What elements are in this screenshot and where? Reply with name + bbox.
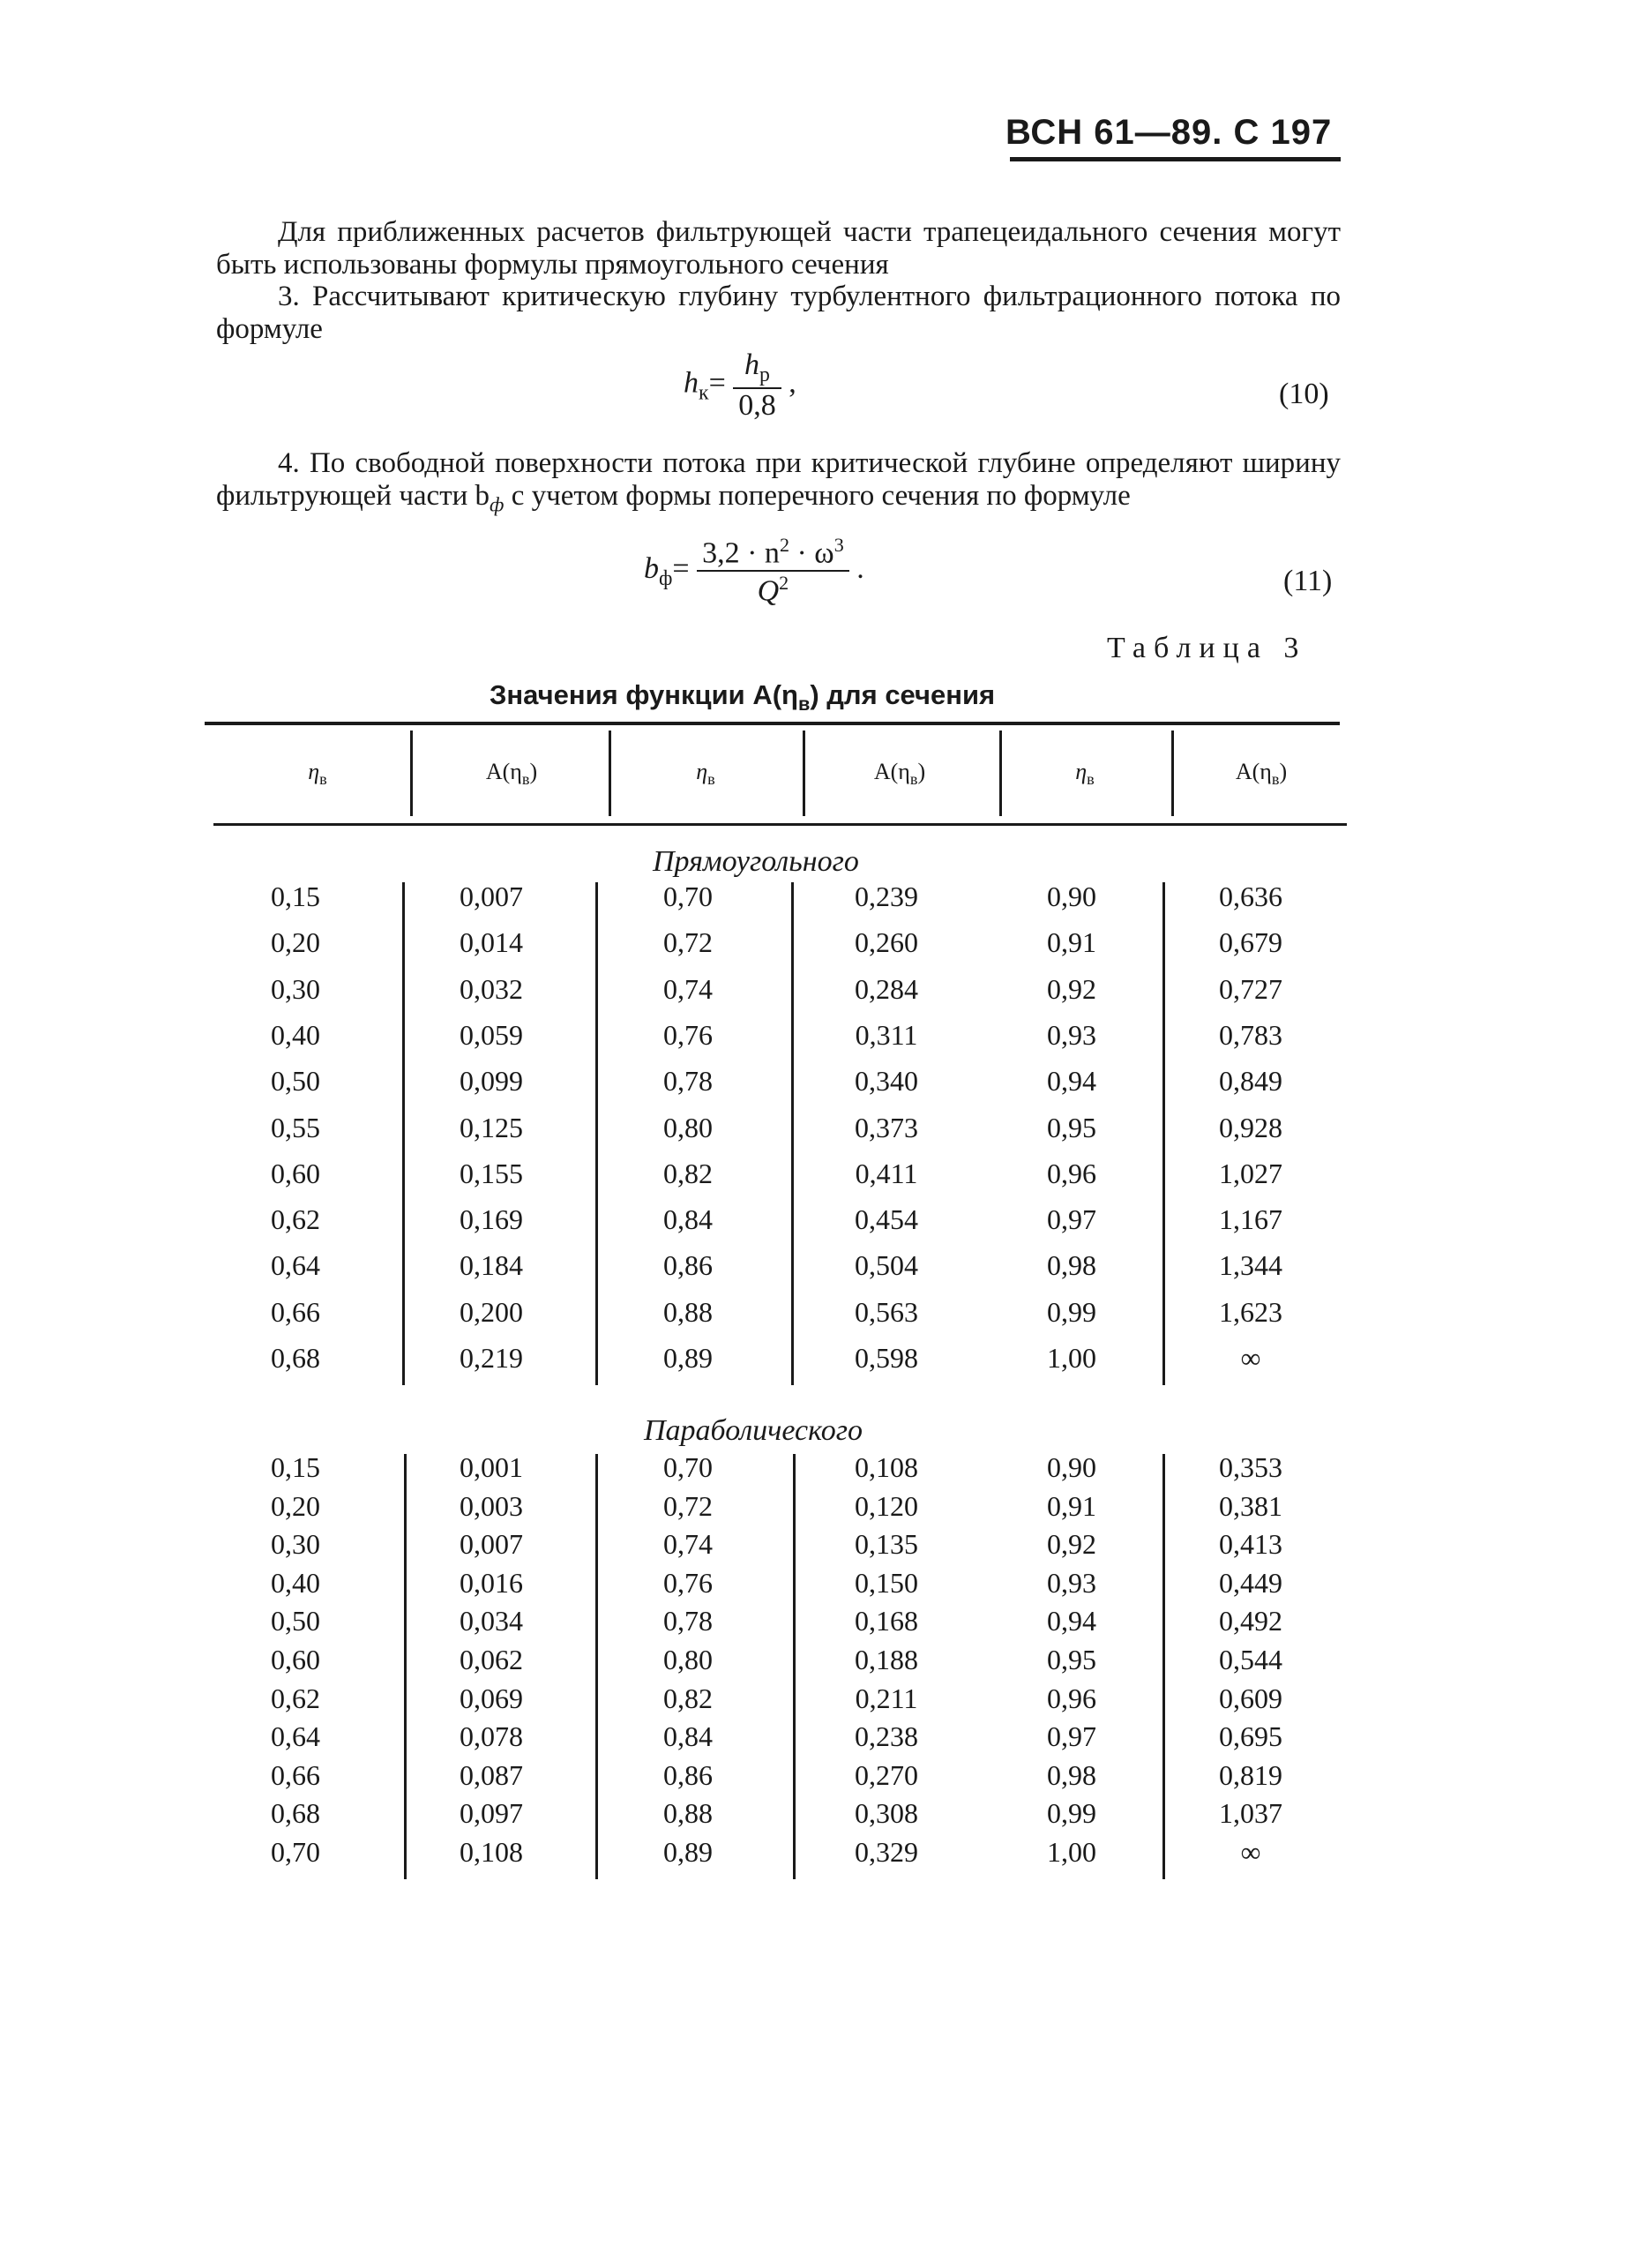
cell-eta: 0,76 — [663, 1018, 713, 1051]
cell-eta: 0,55 — [271, 1111, 320, 1143]
cell-eta: 0,66 — [271, 1295, 320, 1328]
formula-10-num-sub: р — [759, 363, 770, 386]
formula-10-eq: = — [708, 366, 726, 400]
cell-eta: 0,66 — [271, 1758, 320, 1791]
cell-a-value: 0,636 — [1219, 880, 1282, 912]
cell-eta: 0,74 — [663, 972, 713, 1005]
paragraph-3 — [216, 447, 1341, 521]
cell-eta: 0,15 — [271, 1451, 320, 1483]
formula-11-den-sq: 2 — [779, 572, 789, 595]
cell-eta: 0,94 — [1047, 1065, 1096, 1098]
cell-a-value: 1,037 — [1219, 1797, 1282, 1830]
cell-eta: 0,96 — [1047, 1682, 1096, 1714]
cell-a-value: 0,340 — [855, 1065, 918, 1098]
cell-eta: 0,92 — [1047, 972, 1096, 1005]
cell-a-value: 0,270 — [855, 1758, 918, 1791]
table-title-text: Значения функции A(η — [490, 679, 798, 710]
col-eta-symbol: η — [308, 759, 320, 784]
cell-eta: 0,82 — [663, 1157, 713, 1189]
cell-eta: 0,86 — [663, 1249, 713, 1282]
cell-a-value: 0,108 — [460, 1836, 523, 1868]
column-header-eta — [265, 759, 370, 789]
header-divider — [1171, 731, 1174, 816]
cell-eta: 0,15 — [271, 880, 320, 912]
cell-eta: 0,93 — [1047, 1566, 1096, 1599]
cell-a-value: 0,032 — [460, 972, 523, 1005]
cell-eta: 0,88 — [663, 1295, 713, 1328]
cell-a-value: 0,200 — [460, 1295, 523, 1328]
cell-a-value: 0,007 — [460, 880, 523, 912]
cell-eta: 0,88 — [663, 1797, 713, 1830]
cell-eta: 0,40 — [271, 1566, 320, 1599]
column-header-eta — [653, 759, 759, 789]
body-divider — [595, 1454, 598, 1879]
cell-eta: 0,20 — [271, 926, 320, 959]
formula-11-eq: = — [672, 552, 690, 586]
cell-a-value: 0,211 — [855, 1682, 918, 1714]
col-a-close: ) — [529, 759, 538, 784]
cell-a-value: 0,373 — [855, 1111, 918, 1143]
cell-a-value: 0,329 — [855, 1836, 918, 1868]
cell-eta: 0,76 — [663, 1566, 713, 1599]
formula-11 — [644, 534, 864, 609]
cell-a-value: 0,069 — [460, 1682, 523, 1714]
cell-a-value: 0,238 — [855, 1720, 918, 1753]
cell-a-value: 1,623 — [1219, 1295, 1282, 1328]
cell-eta: 0,92 — [1047, 1528, 1096, 1561]
cell-eta: 0,50 — [271, 1065, 320, 1098]
cell-a-value: 1,344 — [1219, 1249, 1282, 1282]
formula-11-den: Q — [757, 574, 780, 608]
cell-a-value: 0,928 — [1219, 1111, 1282, 1143]
cell-eta: 0,84 — [663, 1720, 713, 1753]
cell-eta: 0,97 — [1047, 1720, 1096, 1753]
cell-a-value: 0,087 — [460, 1758, 523, 1791]
cell-a-value: 0,308 — [855, 1797, 918, 1830]
paragraph-3-sub: ф — [490, 492, 505, 516]
cell-eta: 0,97 — [1047, 1203, 1096, 1236]
cell-a-value: 0,219 — [460, 1342, 523, 1374]
cell-a-value: 0,695 — [1219, 1720, 1282, 1753]
formula-11-lhs-sub: ф — [659, 566, 673, 590]
cell-eta: 0,68 — [271, 1797, 320, 1830]
paragraph-3-tail: с учетом формы поперечного сечения по формуле — [504, 480, 1131, 512]
cell-a-value: 0,598 — [855, 1342, 918, 1374]
header-divider — [803, 731, 805, 816]
table-title — [490, 679, 995, 716]
cell-eta: 0,40 — [271, 1018, 320, 1051]
column-header-a — [1195, 759, 1327, 789]
cell-eta: 0,72 — [663, 926, 713, 959]
cell-a-value: 0,188 — [855, 1644, 918, 1675]
formula-11-number: (11) — [1283, 565, 1333, 597]
cell-a-value: 0,135 — [855, 1528, 918, 1561]
col-eta-sub: в — [707, 770, 715, 789]
cell-eta: 0,95 — [1047, 1111, 1096, 1143]
cell-a-value: 0,155 — [460, 1157, 523, 1189]
cell-eta: 0,70 — [663, 1451, 713, 1483]
cell-eta: 0,82 — [663, 1682, 713, 1714]
cell-a-value: 0,819 — [1219, 1758, 1282, 1791]
table-header-rule — [213, 823, 1347, 826]
header-rule — [1010, 157, 1341, 161]
formula-11-num-cube: 3 — [833, 534, 844, 556]
page-header: ВСН 61—89. С 197 — [1005, 113, 1333, 152]
cell-a-value: 0,108 — [855, 1451, 918, 1483]
cell-eta: 0,78 — [663, 1065, 713, 1098]
section-title-rectangular: Прямоугольного — [653, 845, 859, 878]
cell-a-value: 0,544 — [1219, 1644, 1282, 1675]
col-a-sub: в — [521, 770, 530, 789]
cell-eta: 0,20 — [271, 1489, 320, 1522]
cell-a-value: 0,059 — [460, 1018, 523, 1051]
cell-a-value: 0,260 — [855, 926, 918, 959]
cell-eta: 0,68 — [271, 1342, 320, 1374]
header-divider — [999, 731, 1002, 816]
cell-a-value: 0,169 — [460, 1203, 523, 1236]
section-title-parabolic: Параболического — [644, 1414, 863, 1447]
cell-a-value: 0,120 — [855, 1489, 918, 1522]
cell-a-value: 0,679 — [1219, 926, 1282, 959]
cell-a-value: 0,454 — [855, 1203, 918, 1236]
body-divider — [404, 1454, 407, 1879]
cell-eta: 0,70 — [271, 1836, 320, 1868]
cell-a-value: 0,411 — [855, 1157, 918, 1189]
cell-eta: 0,89 — [663, 1342, 713, 1374]
cell-a-value: 0,609 — [1219, 1682, 1282, 1714]
cell-eta: 0,90 — [1047, 880, 1096, 912]
cell-a-value: 0,413 — [1219, 1528, 1282, 1561]
cell-a-value: 0,150 — [855, 1566, 918, 1599]
cell-eta: 0,62 — [271, 1203, 320, 1236]
col-a-text: A(η — [485, 759, 522, 784]
formula-11-lhs: b — [644, 552, 659, 586]
cell-eta: 0,93 — [1047, 1018, 1096, 1051]
cell-a-value: 1,167 — [1219, 1203, 1282, 1236]
cell-eta: 0,99 — [1047, 1797, 1096, 1830]
formula-11-num-a: 3,2 · n — [702, 536, 780, 570]
cell-a-value: 0,007 — [460, 1528, 523, 1561]
cell-a-value: 0,168 — [855, 1605, 918, 1637]
formula-10-num: h — [744, 348, 760, 381]
header-divider — [410, 731, 413, 816]
cell-a-value: 0,284 — [855, 972, 918, 1005]
cell-a-value: 0,003 — [460, 1489, 523, 1522]
formula-10-den: 0,8 — [733, 387, 781, 423]
cell-eta: 0,50 — [271, 1605, 320, 1637]
cell-eta: 0,80 — [663, 1111, 713, 1143]
cell-eta: 0,96 — [1047, 1157, 1096, 1189]
header-divider — [609, 731, 611, 816]
cell-a-value: 0,449 — [1219, 1566, 1282, 1599]
cell-a-value: 0,016 — [460, 1566, 523, 1599]
body-divider — [402, 882, 405, 1385]
cell-a-value: 0,125 — [460, 1111, 523, 1143]
formula-11-trail: . — [856, 552, 864, 586]
cell-eta: 0,98 — [1047, 1758, 1096, 1791]
cell-a-value: 0,239 — [855, 880, 918, 912]
formula-10-fraction — [733, 348, 781, 423]
col-a-text: A(η — [1235, 759, 1272, 784]
col-eta-symbol: η — [1075, 759, 1088, 784]
col-a-sub: в — [1271, 770, 1280, 789]
formula-10-number: (10) — [1279, 378, 1329, 410]
cell-a-value: 0,062 — [460, 1644, 523, 1675]
cell-eta: 0,62 — [271, 1682, 320, 1714]
col-eta-symbol: η — [696, 759, 708, 784]
table-label: Таблица 3 — [1107, 632, 1307, 664]
cell-eta: 0,98 — [1047, 1249, 1096, 1282]
formula-10 — [684, 348, 796, 423]
cell-eta: 0,72 — [663, 1489, 713, 1522]
body-divider — [595, 882, 598, 1385]
col-a-close: ) — [1279, 759, 1288, 784]
cell-eta: 0,94 — [1047, 1605, 1096, 1637]
col-a-close: ) — [917, 759, 926, 784]
cell-eta: 0,64 — [271, 1249, 320, 1282]
cell-a-value: 0,097 — [460, 1797, 523, 1830]
cell-eta: 0,84 — [663, 1203, 713, 1236]
cell-a-value: 1,027 — [1219, 1157, 1282, 1189]
body-divider — [1162, 1454, 1165, 1879]
formula-10-trail: , — [789, 366, 796, 400]
cell-eta: 0,80 — [663, 1644, 713, 1675]
col-eta-sub: в — [1087, 770, 1095, 789]
col-a-text: A(η — [873, 759, 910, 784]
cell-a-value: 0,381 — [1219, 1489, 1282, 1522]
cell-a-value: 0,492 — [1219, 1605, 1282, 1637]
body-divider — [793, 1454, 796, 1879]
cell-a-value: 0,353 — [1219, 1451, 1282, 1483]
cell-eta: 0,30 — [271, 972, 320, 1005]
formula-11-num-sq: 2 — [779, 534, 789, 556]
cell-eta: 0,95 — [1047, 1644, 1096, 1675]
formula-10-lhs-sub: к — [699, 381, 709, 405]
cell-eta: 0,70 — [663, 880, 713, 912]
column-header-eta — [1032, 759, 1138, 789]
cell-eta: 0,91 — [1047, 1489, 1096, 1522]
cell-eta: 1,00 — [1047, 1342, 1096, 1374]
col-a-sub: в — [909, 770, 918, 789]
cell-a-value: 0,504 — [855, 1249, 918, 1282]
formula-11-num-b: · ω — [789, 536, 834, 570]
body-divider — [1162, 882, 1165, 1385]
cell-eta: 0,60 — [271, 1157, 320, 1189]
cell-a-value: ∞ — [1240, 1342, 1261, 1374]
cell-eta: 0,30 — [271, 1528, 320, 1561]
cell-eta: 0,86 — [663, 1758, 713, 1791]
table-title-tail: ) для сечения — [810, 679, 996, 710]
column-header-a — [445, 759, 578, 789]
formula-11-fraction — [697, 534, 849, 609]
cell-eta: 0,99 — [1047, 1295, 1096, 1328]
column-header-a — [833, 759, 966, 789]
formula-10-lhs: h — [684, 366, 699, 400]
cell-eta: 1,00 — [1047, 1836, 1096, 1868]
paragraph-2: 3. Рассчитывают критическую глубину турбулентного фильтрационного потока по формуле — [216, 281, 1341, 345]
cell-eta: 0,91 — [1047, 926, 1096, 959]
table-top-rule — [205, 722, 1340, 725]
cell-eta: 0,74 — [663, 1528, 713, 1561]
cell-eta: 0,78 — [663, 1605, 713, 1637]
paragraph-3-text: 4. По свободной поверхности потока при критической глубине определяют ширину фильтрующей части b — [216, 447, 1341, 512]
cell-eta: 0,89 — [663, 1836, 713, 1868]
body-divider — [791, 882, 794, 1385]
cell-a-value: 0,563 — [855, 1295, 918, 1328]
cell-a-value: 0,014 — [460, 926, 523, 959]
cell-a-value: ∞ — [1240, 1836, 1261, 1868]
cell-a-value: 0,727 — [1219, 972, 1282, 1005]
table-title-sub: в — [797, 693, 811, 716]
col-eta-sub: в — [319, 770, 327, 789]
cell-a-value: 0,034 — [460, 1605, 523, 1637]
paragraph-1: Для приближенных расчетов фильтрующей части трапецеидального сечения могут быть использованы формулы прямоугольного сечения — [216, 216, 1341, 281]
cell-eta: 0,64 — [271, 1720, 320, 1753]
cell-a-value: 0,099 — [460, 1065, 523, 1098]
cell-a-value: 0,311 — [855, 1018, 918, 1051]
cell-a-value: 0,001 — [460, 1451, 523, 1483]
cell-a-value: 0,849 — [1219, 1065, 1282, 1098]
cell-a-value: 0,184 — [460, 1249, 523, 1282]
cell-eta: 0,60 — [271, 1644, 320, 1675]
cell-a-value: 0,078 — [460, 1720, 523, 1753]
cell-eta: 0,90 — [1047, 1451, 1096, 1483]
cell-a-value: 0,783 — [1219, 1018, 1282, 1051]
